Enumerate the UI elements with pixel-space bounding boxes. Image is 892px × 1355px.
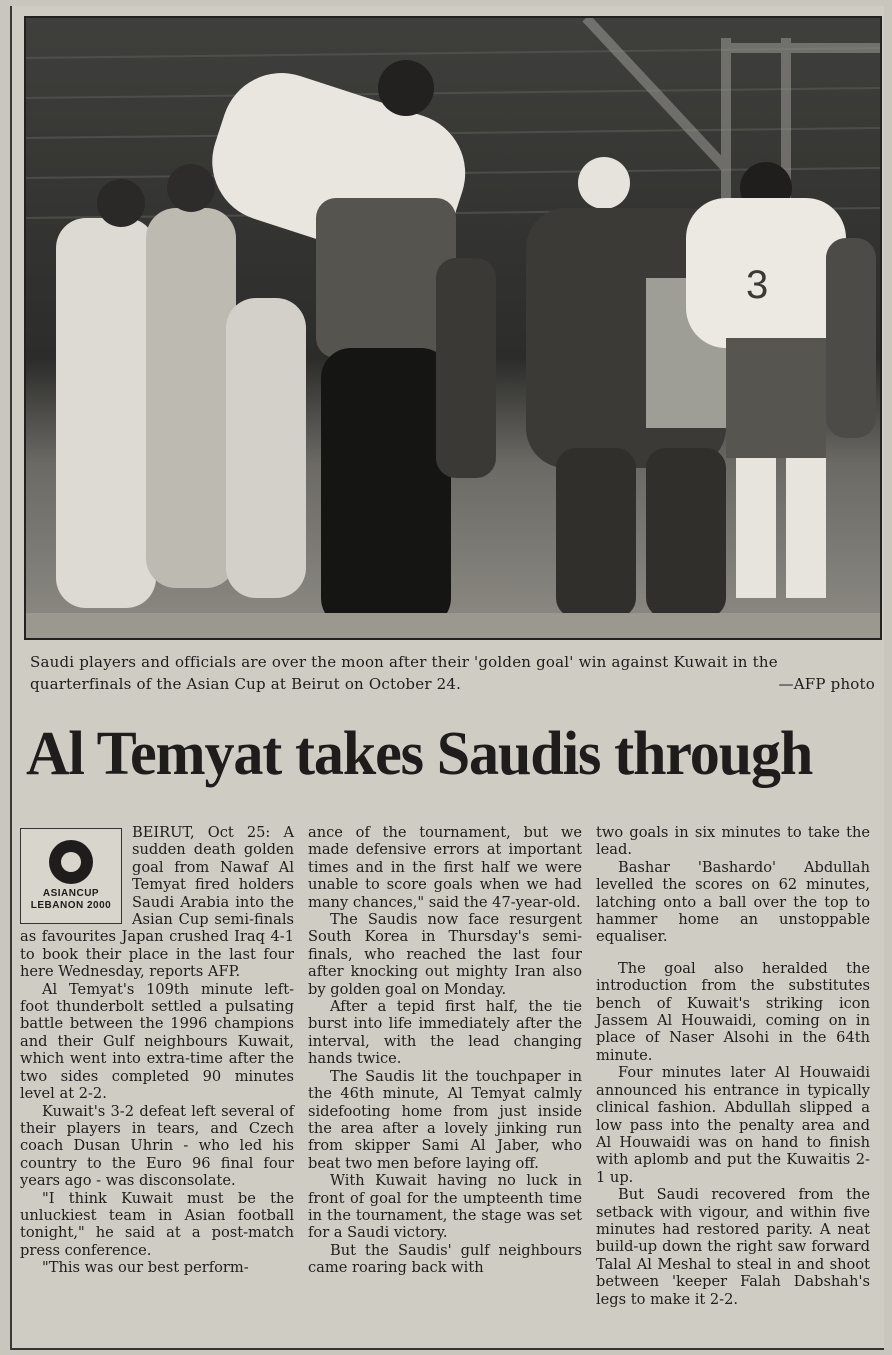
asian-cup-emblem-icon xyxy=(49,840,93,884)
paragraph: Four minutes later Al Houwaidi announced his entrance in typically clinical fashion. Abdullah slipped a low pass into the penalty area and Al Houwaidi was on hand to finish with aplomb and put the Kuwaitis 2-1 up. xyxy=(596,1064,870,1186)
article-body xyxy=(20,824,880,1344)
article-column-1 xyxy=(20,824,294,1344)
paragraph: two goals in six minutes to take the lead. xyxy=(596,824,870,859)
headline: Al Temyat takes Saudis through xyxy=(26,720,813,788)
paragraph: But Saudi recovered from the setback with vigour, and within five minutes had restored parity. A neat build-up down the right saw forward Talal Al Meshal to steal in and shoot between 'keeper Falah Dabshah's legs to make it 2-2. xyxy=(596,1186,870,1308)
paragraph: "This was our best perform- xyxy=(42,1259,249,1277)
bottom-rule xyxy=(12,1348,884,1350)
article-column-2 xyxy=(308,824,582,1344)
photo-image xyxy=(26,18,880,638)
paragraph: BEIRUT, Oct 25: A sudden death golden goal from Nawaf Al Temyat fired holders Saudi Arabia into the Asian Cup semi-finals as favourites Japan crushed Iraq 4-1 to book their place in the last four here Wednesday, reports AFP. xyxy=(20,824,294,981)
paragraph: Bashar 'Bashardo' Abdullah levelled the scores on 62 minutes, latching onto a ball over the top to hammer home an unstoppable equaliser. xyxy=(596,858,870,946)
photo-caption xyxy=(30,651,875,695)
paragraph: The Saudis lit the touchpaper in the 46th minute, Al Temyat calmly sidefooting home from just inside the area after a lovely jinking run from skipper Sami Al Jaber, who beat two men before laying off. xyxy=(308,1067,582,1172)
paragraph: Kuwait's 3-2 defeat left several of their players in tears, and Czech coach Dusan Uhrin - who led his country to the Euro 96 final four years ago - was disconsolate. xyxy=(20,1102,294,1190)
paragraph: With Kuwait having no luck in front of goal for the umpteenth time in the tournament, the stage was set for a Saudi victory. xyxy=(308,1172,582,1242)
paragraph: The Saudis now face resurgent South Korea in Thursday's semi-finals, who reached the last four after knocking out mighty Iran also by golden goal on Monday. xyxy=(308,911,582,998)
photo-credit: —AFP photo xyxy=(778,675,875,693)
news-photo xyxy=(24,16,882,640)
asian-cup-logo xyxy=(20,828,122,924)
svg-text:3: 3 xyxy=(746,263,769,307)
logo-line-1: ASIANCUP xyxy=(42,888,100,899)
caption-text: Saudi players and officials are over the moon after their 'golden goal' win against Kuwait in the quarterfinals of the Asian Cup at Beirut on October 24. xyxy=(30,653,778,693)
paragraph: ance of the tournament, but we made defensive errors at important times and in the first half we were unable to score goals when we had many chances," said the 47-year-old. xyxy=(308,824,582,911)
paragraph: After a tepid first half, the tie burst into life immediately after the interval, with the lead changing hands twice. xyxy=(308,998,582,1068)
article-column-3 xyxy=(596,824,870,1344)
logo-line-2: LEBANON 2000 xyxy=(30,900,112,911)
newspaper-page xyxy=(10,6,884,1350)
paragraph: The goal also heralded the introduction from the substitutes bench of Kuwait's striking icon Jassem Al Houwaidi, coming on in place of Naser Alsohi in the 64th minute. xyxy=(596,959,870,1064)
paragraph: But the Saudis' gulf neighbours came roaring back with xyxy=(308,1241,582,1277)
paragraph: "I think Kuwait must be the unluckiest team in Asian football tonight," he said at a post-match press conference. xyxy=(20,1189,294,1259)
paragraph: Al Temyat's 109th minute left-foot thunderbolt settled a pulsating battle between the 1996 champions and their Gulf neighbours Kuwait, which went into extra-time after the two sides completed 90 minutes level at 2-2. xyxy=(20,980,294,1103)
